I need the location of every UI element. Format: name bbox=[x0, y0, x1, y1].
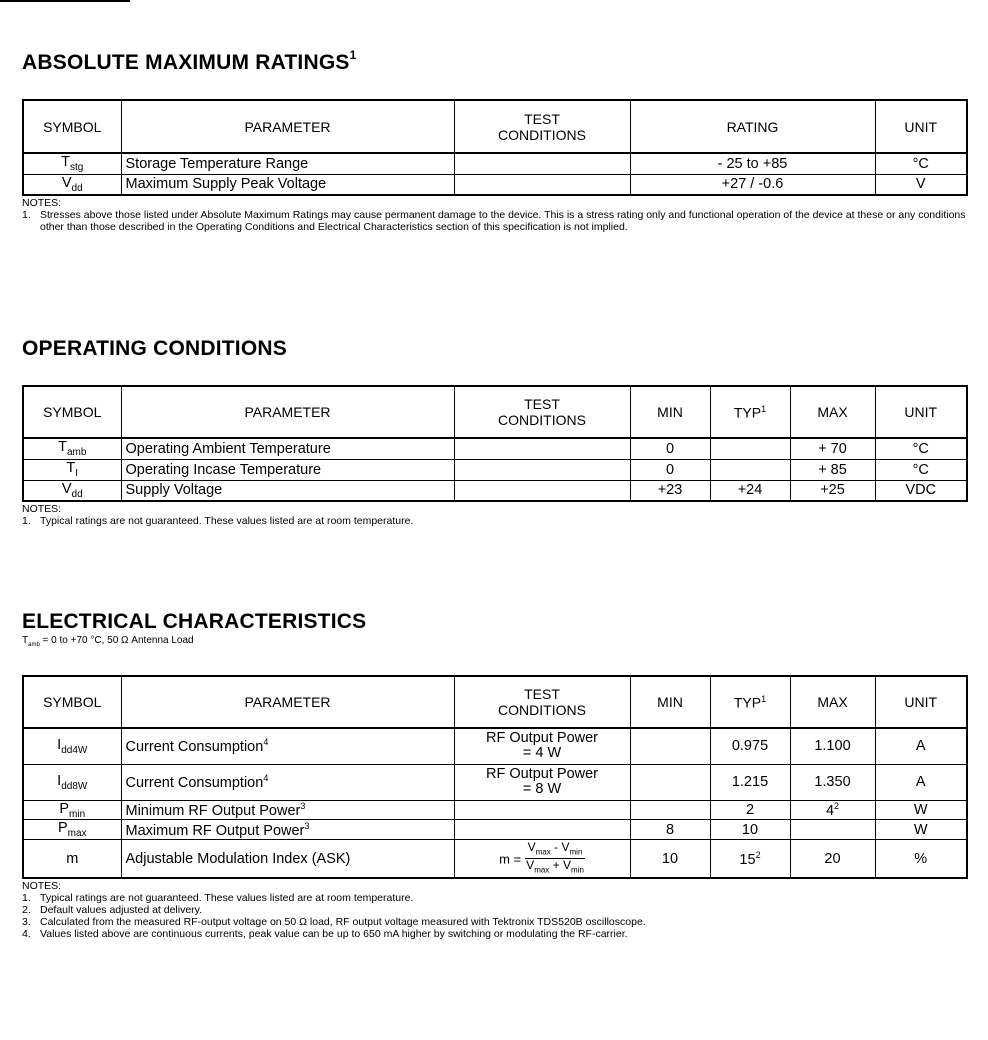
operating-notes bbox=[22, 503, 966, 527]
test-cell bbox=[454, 480, 630, 501]
test-cell: RF Output Power = 8 W bbox=[454, 764, 630, 800]
max-cell: 20 bbox=[790, 840, 875, 878]
table-row bbox=[23, 820, 967, 840]
unit-cell: A bbox=[875, 764, 967, 800]
table-row bbox=[23, 728, 967, 764]
min-cell: +23 bbox=[630, 480, 710, 501]
col-symbol: SYMBOL bbox=[23, 386, 121, 438]
min-cell: 8 bbox=[630, 820, 710, 840]
symbol-cell: $P_{min}$ bbox=[23, 800, 121, 820]
col-unit: UNIT bbox=[875, 100, 967, 153]
test-cell bbox=[454, 438, 630, 459]
parameter-cell: Adjustable Modulation Index (ASK) bbox=[121, 840, 454, 878]
note-item: 1. Typical ratings are not guaranteed. These values listed are at room temperature. bbox=[22, 515, 414, 527]
min-cell bbox=[630, 764, 710, 800]
parameter-cell: Operating Ambient Temperature bbox=[121, 438, 454, 459]
typ-cell bbox=[710, 438, 790, 459]
test-cell: RF Output Power = 4 W bbox=[454, 728, 630, 764]
notes-heading: NOTES: bbox=[22, 197, 62, 209]
note-item: 2. Default values adjusted at delivery. bbox=[22, 903, 203, 916]
electrical-characteristics-title: ELECTRICAL CHARACTERISTICS bbox=[22, 610, 367, 633]
test-cell bbox=[454, 174, 630, 195]
symbol-cell: $T_I$ bbox=[23, 459, 121, 480]
parameter-cell: Maximum Supply Peak Voltage bbox=[121, 174, 454, 195]
col-parameter: PARAMETER bbox=[121, 386, 454, 438]
col-test-conditions: TEST CONDITIONS bbox=[454, 100, 630, 153]
parameter-cell: Current Consumption$^4$ bbox=[121, 728, 454, 764]
max-cell: 1.100 bbox=[790, 728, 875, 764]
symbol-cell: $I_{dd4W}$ bbox=[23, 728, 121, 764]
col-unit: UNIT bbox=[875, 676, 967, 728]
typ-cell: $15^2$ bbox=[710, 840, 790, 878]
formula-lhs: m = bbox=[499, 851, 522, 867]
symbol-cell: m bbox=[23, 840, 121, 878]
parameter-cell: Storage Temperature Range bbox=[121, 153, 454, 174]
test-cell bbox=[454, 820, 630, 840]
min-cell: 10 bbox=[630, 840, 710, 878]
table-row bbox=[23, 840, 967, 878]
rating-cell: - 25 to +85 bbox=[630, 153, 875, 174]
parameter-cell: Current Consumption$^4$ bbox=[121, 764, 454, 800]
note-item: 4. Values listed above are continuous currents, peak value can be up to 650 mA higher by switching or modulating the RF-carrier. bbox=[22, 927, 628, 940]
test-cell bbox=[454, 800, 630, 820]
unit-cell: °C bbox=[875, 459, 967, 480]
test-cell bbox=[454, 840, 630, 878]
col-test-conditions: TEST CONDITIONS bbox=[454, 676, 630, 728]
symbol-cell: $P_{max}$ bbox=[23, 820, 121, 840]
notes-heading: NOTES: bbox=[22, 879, 62, 892]
symbol-cell: $V_{dd}$ bbox=[23, 174, 121, 195]
col-max: MAX bbox=[790, 386, 875, 438]
unit-cell: W bbox=[875, 800, 967, 820]
max-cell: + 70 bbox=[790, 438, 875, 459]
unit-cell: V bbox=[875, 174, 967, 195]
symbol-cell: $T_{stg}$ bbox=[23, 153, 121, 174]
max-cell bbox=[790, 820, 875, 840]
note-item: 3. Calculated from the measured RF-output voltage on 50 Ω load, RF output voltage measured with Tektronix TDS520B oscilloscope. bbox=[22, 915, 646, 928]
typ-cell: 0.975 bbox=[710, 728, 790, 764]
col-typ: TYP$^1$ bbox=[710, 386, 790, 438]
test-cell bbox=[454, 459, 630, 480]
unit-cell: A bbox=[875, 728, 967, 764]
col-min: MIN bbox=[630, 676, 710, 728]
notes-heading: NOTES: bbox=[22, 503, 62, 515]
min-cell: 0 bbox=[630, 438, 710, 459]
abs-max-table bbox=[22, 99, 968, 196]
operating-conditions-section bbox=[22, 337, 966, 527]
typ-cell: 2 bbox=[710, 800, 790, 820]
table-row bbox=[23, 174, 967, 195]
table-row bbox=[23, 459, 967, 480]
abs-max-title: ABSOLUTE MAXIMUM RATINGS$^1$ bbox=[22, 48, 357, 74]
unit-cell: °C bbox=[875, 153, 967, 174]
table-row bbox=[23, 764, 967, 800]
typ-cell: +24 bbox=[710, 480, 790, 501]
col-rating: RATING bbox=[630, 100, 875, 153]
note-item: 1. Stresses above those listed under Absolute Maximum Ratings may cause permanent damage to the device. This is a stress rating only and functional operation of the device at these or any conditions other than those described in the Operating Conditions and Electrical Characteristics section of this specification is not implied. bbox=[22, 209, 966, 233]
unit-cell: °C bbox=[875, 438, 967, 459]
table-row bbox=[23, 800, 967, 820]
electrical-conditions-subtitle: $T_{amb} = 0$ to +70 °C, 50 Ω Antenna Load bbox=[22, 635, 194, 648]
abs-max-notes bbox=[22, 197, 966, 233]
unit-cell: VDC bbox=[875, 480, 967, 501]
table-row bbox=[23, 438, 967, 459]
col-parameter: PARAMETER bbox=[121, 100, 454, 153]
top-rule bbox=[0, 0, 130, 2]
col-typ: TYP$^1$ bbox=[710, 676, 790, 728]
typ-cell bbox=[710, 459, 790, 480]
col-symbol: SYMBOL bbox=[23, 676, 121, 728]
rating-cell: +27 / -0.6 bbox=[630, 174, 875, 195]
col-min: MIN bbox=[630, 386, 710, 438]
electrical-header-row bbox=[23, 676, 967, 728]
table-row bbox=[23, 153, 967, 174]
symbol-cell: $T_{amb}$ bbox=[23, 438, 121, 459]
symbol-cell: $V_{dd}$ bbox=[23, 480, 121, 501]
col-parameter: PARAMETER bbox=[121, 676, 454, 728]
min-cell bbox=[630, 728, 710, 764]
abs-max-section bbox=[22, 50, 966, 233]
parameter-cell: Minimum RF Output Power$^3$ bbox=[121, 800, 454, 820]
unit-cell: % bbox=[875, 840, 967, 878]
col-unit: UNIT bbox=[875, 386, 967, 438]
abs-max-header-row bbox=[23, 100, 967, 153]
electrical-characteristics-section bbox=[22, 610, 966, 940]
min-cell: 0 bbox=[630, 459, 710, 480]
operating-header-row bbox=[23, 386, 967, 438]
parameter-cell: Operating Incase Temperature bbox=[121, 459, 454, 480]
min-cell bbox=[630, 800, 710, 820]
max-cell: $4^2$ bbox=[790, 800, 875, 820]
operating-conditions-table bbox=[22, 385, 968, 502]
note-item: 1. Typical ratings are not guaranteed. These values listed are at room temperature. bbox=[22, 891, 414, 904]
col-max: MAX bbox=[790, 676, 875, 728]
col-symbol: SYMBOL bbox=[23, 100, 121, 153]
parameter-cell: Maximum RF Output Power$^3$ bbox=[121, 820, 454, 840]
electrical-characteristics-table bbox=[22, 675, 968, 879]
symbol-cell: $I_{dd8W}$ bbox=[23, 764, 121, 800]
electrical-notes bbox=[22, 880, 966, 940]
typ-cell: 1.215 bbox=[710, 764, 790, 800]
test-cell bbox=[454, 153, 630, 174]
parameter-cell: Supply Voltage bbox=[121, 480, 454, 501]
max-cell: + 85 bbox=[790, 459, 875, 480]
max-cell: +25 bbox=[790, 480, 875, 501]
table-row bbox=[23, 480, 967, 501]
col-test-conditions: TEST CONDITIONS bbox=[454, 386, 630, 438]
modulation-formula: $\frac{V_{max} - V_{min}}{V_{max} + V_{min}}$ bbox=[526, 839, 584, 875]
unit-cell: W bbox=[875, 820, 967, 840]
typ-cell: 10 bbox=[710, 820, 790, 840]
operating-conditions-title: OPERATING CONDITIONS bbox=[22, 337, 287, 360]
max-cell: 1.350 bbox=[790, 764, 875, 800]
